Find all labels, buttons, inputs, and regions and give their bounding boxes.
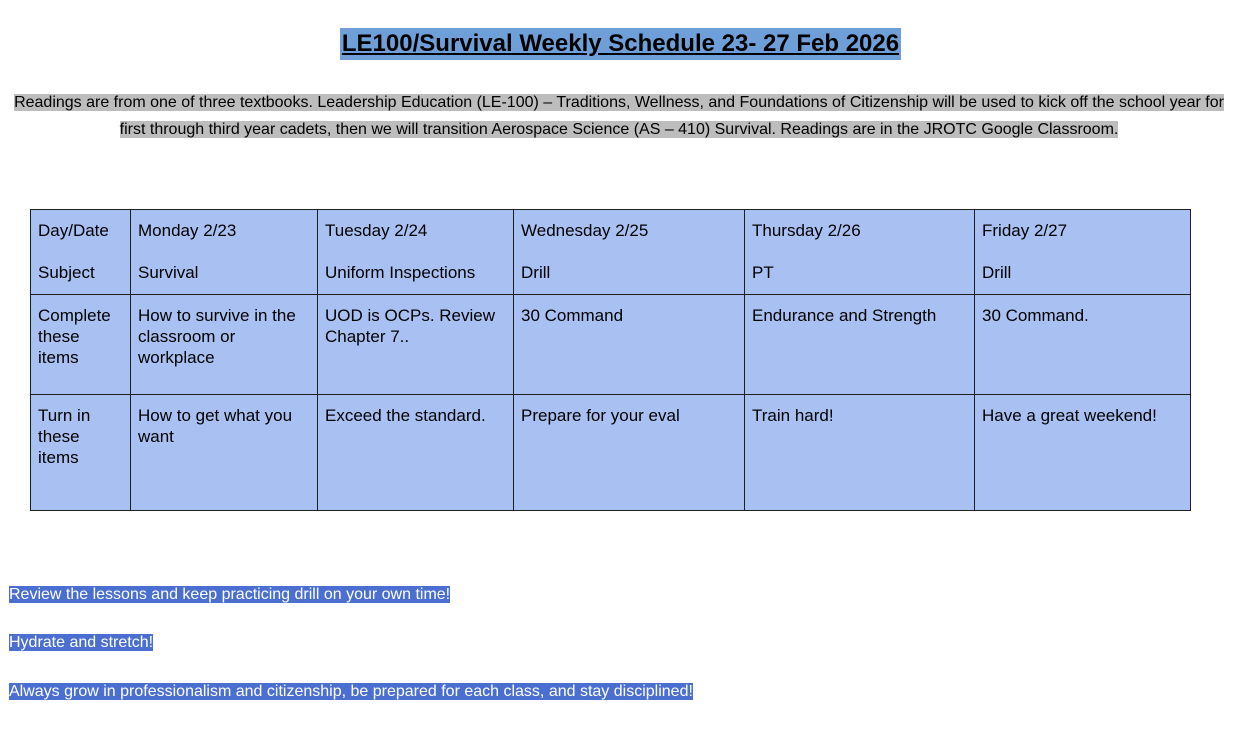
turn-in-friday: Have a great weekend! xyxy=(975,395,1191,511)
thursday-subject: PT xyxy=(752,263,774,282)
thursday-date: Thursday 2/26 xyxy=(752,221,861,240)
tuesday-subject: Uniform Inspections xyxy=(325,263,476,282)
note-text: Always grow in professionalism and citizenship, be prepared for each class, and stay disciplined! xyxy=(9,683,693,700)
complete-thursday: Endurance and Strength xyxy=(745,295,975,395)
complete-tuesday: UOD is OCPs. Review Chapter 7.. xyxy=(318,295,514,395)
note-text: Review the lessons and keep practicing drill on your own time! xyxy=(9,586,451,603)
note-review-lessons xyxy=(9,585,450,605)
complete-wednesday: 30 Command xyxy=(514,295,745,395)
turn-in-thursday: Train hard! xyxy=(745,395,975,511)
monday-subject: Survival xyxy=(138,263,199,282)
turn-in-label: Turn in these items xyxy=(31,395,131,511)
friday-subject: Drill xyxy=(982,263,1012,282)
intro-paragraph xyxy=(14,89,1224,143)
monday-date: Monday 2/23 xyxy=(138,221,237,240)
complete-label: Complete these items xyxy=(31,295,131,395)
cell-monday xyxy=(131,210,318,295)
complete-friday: 30 Command. xyxy=(975,295,1191,395)
day-date-label: Day/Date xyxy=(38,221,109,240)
title-container xyxy=(0,28,1241,60)
table-row-header xyxy=(31,210,1191,295)
turn-in-tuesday: Exceed the standard. xyxy=(318,395,514,511)
note-text: Hydrate and stretch! xyxy=(9,634,154,651)
turn-in-monday: How to get what you want xyxy=(131,395,318,511)
turn-in-wednesday: Prepare for your eval xyxy=(514,395,745,511)
wednesday-subject: Drill xyxy=(521,263,551,282)
cell-day-subject-label xyxy=(31,210,131,295)
complete-monday: How to survive in the classroom or workplace xyxy=(131,295,318,395)
table-row-complete xyxy=(31,295,1191,395)
intro-text: Readings are from one of three textbooks. Leadership Education (LE-100) – Traditions, Wellness, and Foundations of Citizenship will be used to kick off the school year for first through third year cadets, then we will transition Aerospace Science (AS – 410) Survival. Readings are in the JROTC Google Classroom. xyxy=(14,94,1224,138)
table-row-turn-in xyxy=(31,395,1191,511)
cell-friday xyxy=(975,210,1191,295)
cell-tuesday xyxy=(318,210,514,295)
cell-thursday xyxy=(745,210,975,295)
note-hydrate xyxy=(9,633,153,653)
note-professionalism xyxy=(9,682,693,702)
wednesday-date: Wednesday 2/25 xyxy=(521,221,649,240)
weekly-schedule-table xyxy=(30,209,1191,511)
tuesday-date: Tuesday 2/24 xyxy=(325,221,428,240)
subject-label: Subject xyxy=(38,263,95,282)
cell-wednesday xyxy=(514,210,745,295)
page-title: LE100/Survival Weekly Schedule 23- 27 Feb 2026 xyxy=(340,28,901,60)
friday-date: Friday 2/27 xyxy=(982,221,1068,240)
